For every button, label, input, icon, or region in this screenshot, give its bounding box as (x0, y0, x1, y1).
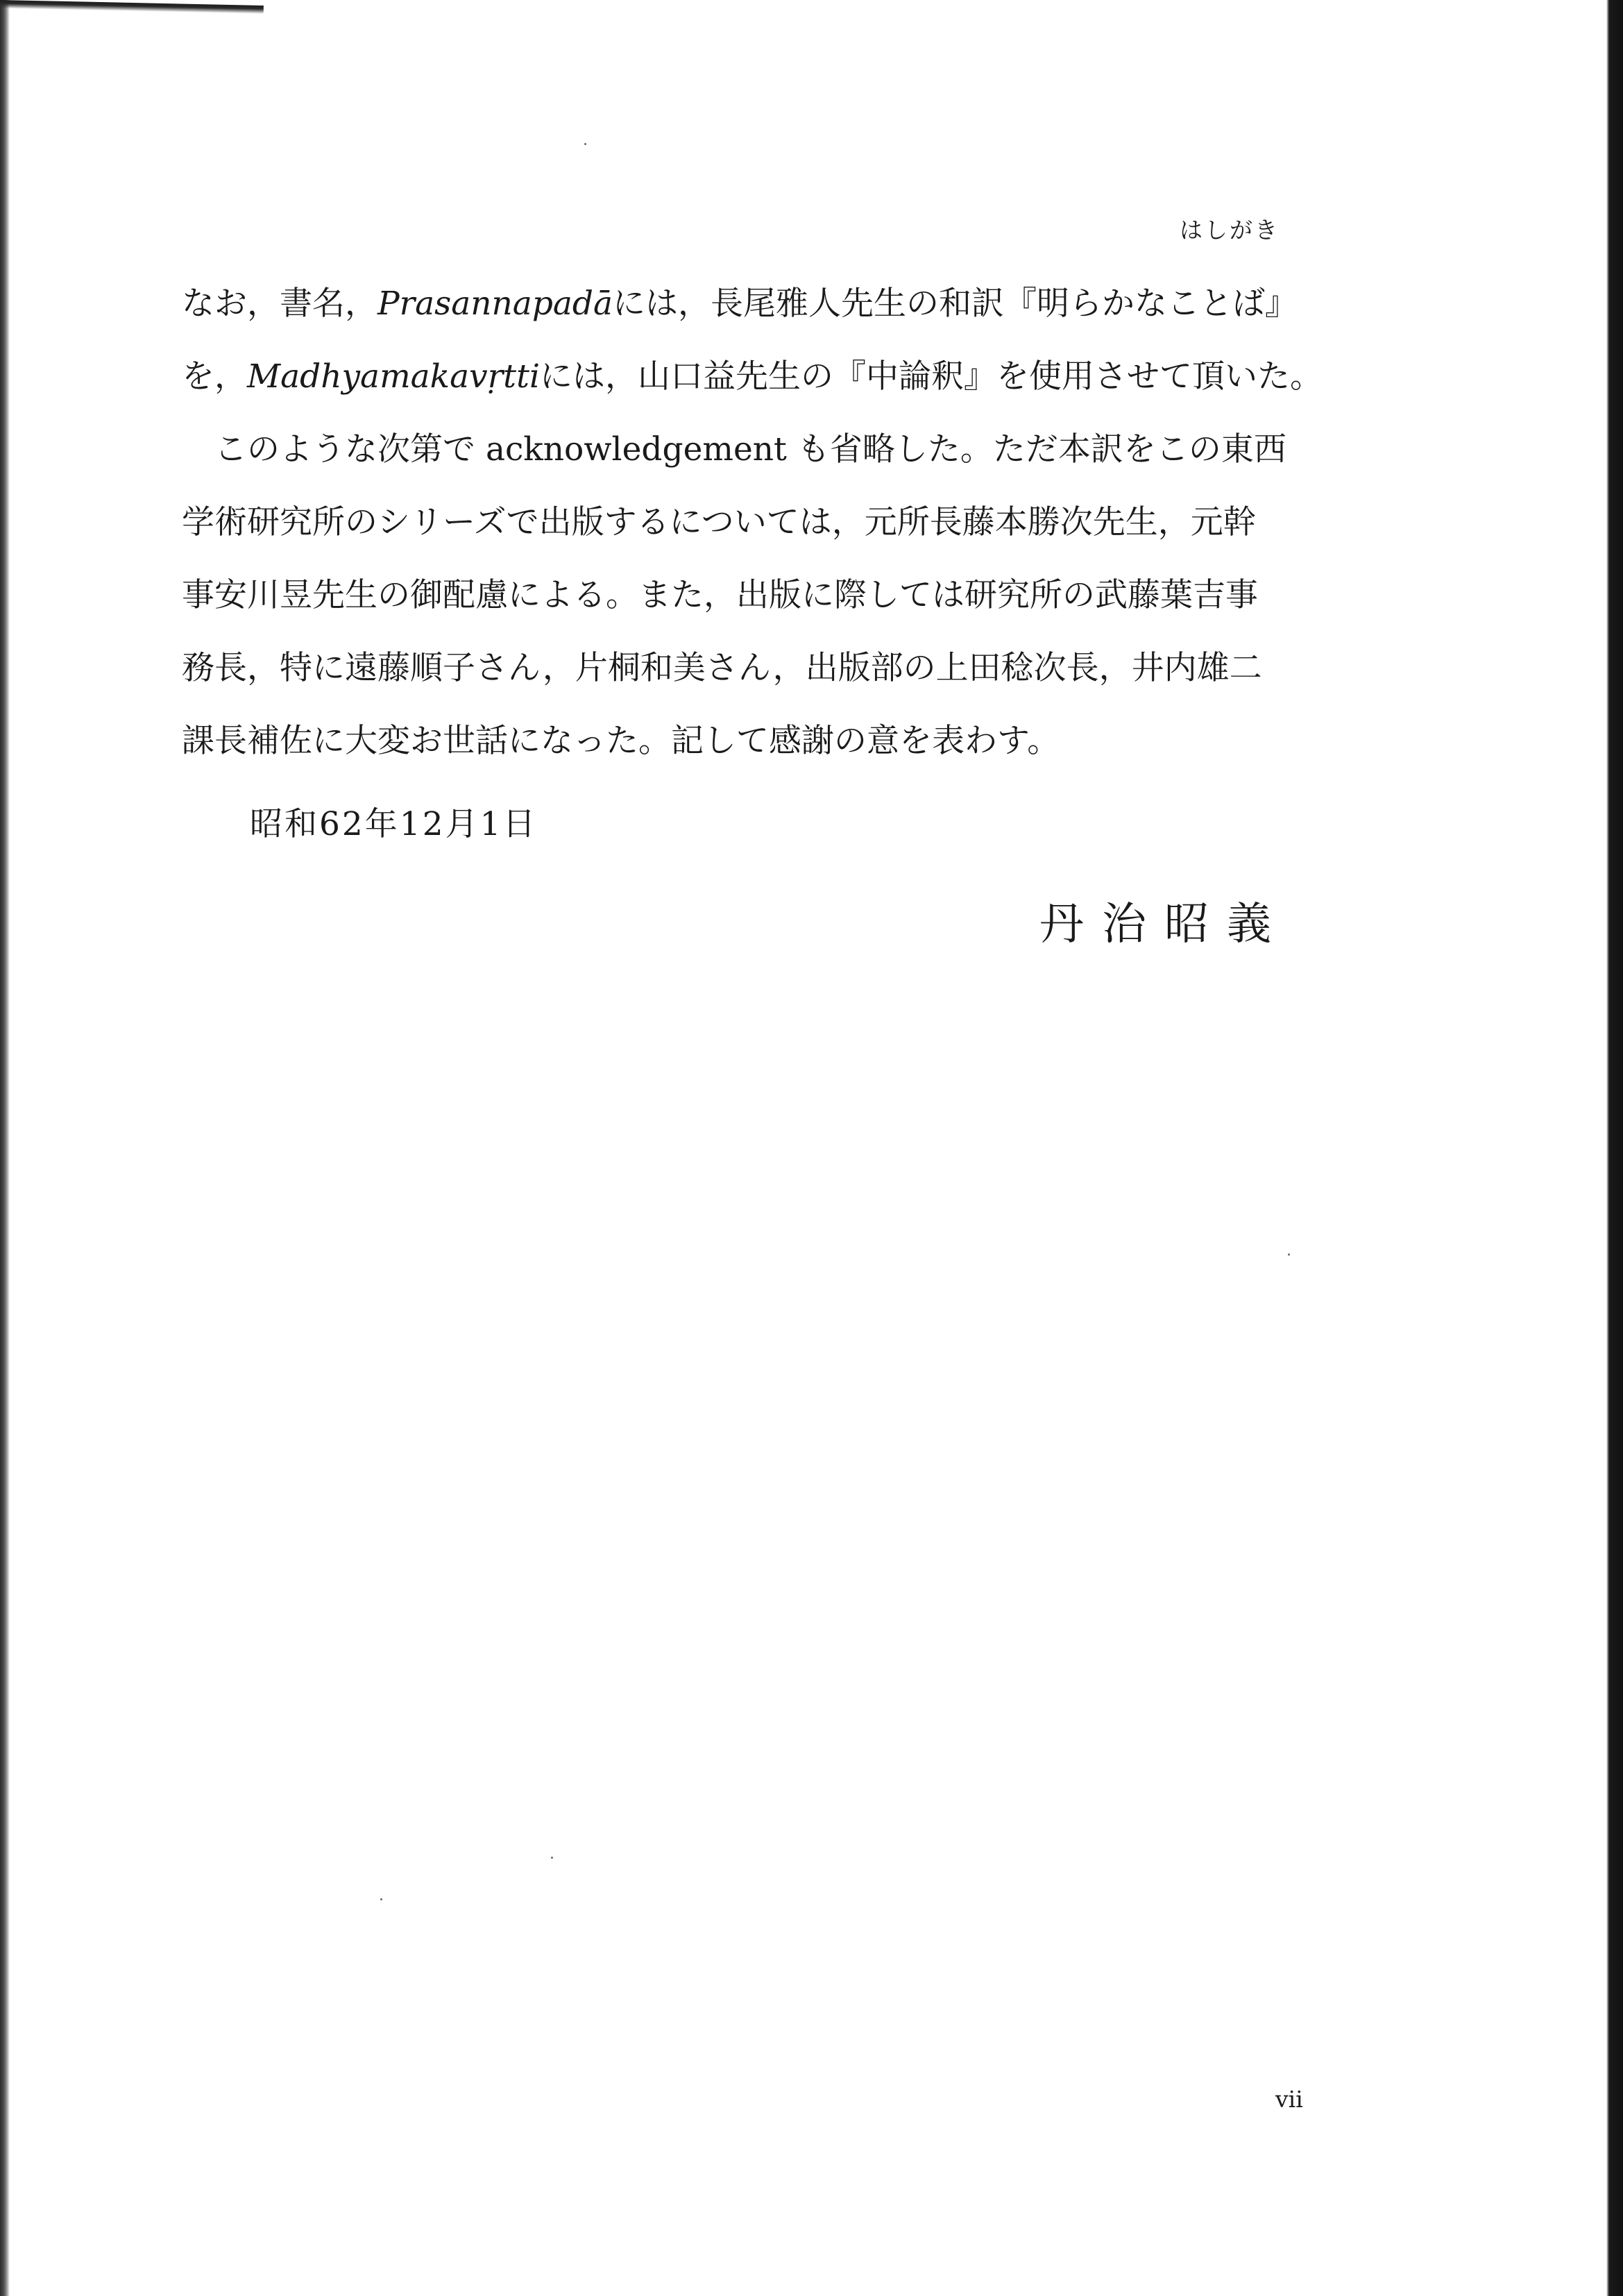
paragraph-2-line: 事安川昱先生の御配慮による。また，出版に際しては研究所の武藤葉吉事 (182, 576, 1258, 614)
text-fragment: を， (182, 357, 247, 396)
text-fragment: には，長尾雅人先生の和訳『明らかなことば』 (613, 285, 1298, 323)
paragraph-1-line-1 (182, 267, 1320, 340)
paragraph-2-line: 学術研究所のシリーズで出版するについては，元所長藤本勝次先生，元幹 (182, 503, 1256, 541)
paragraph-2-line: 課長補佐に大変お世話になった。記して感謝の意を表わす。 (182, 722, 1060, 760)
body-text (182, 267, 1323, 777)
paragraph-2 (182, 413, 1320, 777)
scan-speck (551, 1857, 553, 1859)
paragraph-2-line: このような次第で acknowledgement も省略した。ただ本訳をこの東西 (214, 430, 1286, 469)
running-head: はしがき (1180, 217, 1280, 244)
page-number: vii (1275, 2086, 1303, 2113)
scan-speck (584, 143, 586, 145)
paragraph-2-line: 務長，特に遠藤順子さん，片桐和美さん，出版部の上田稔次長，井内雄二 (182, 649, 1262, 687)
date: 昭和62年12月1日 (250, 805, 538, 843)
paragraph-1-line-2 (182, 340, 1323, 413)
scan-edge-top (0, 0, 264, 14)
text-fragment: なお，書名， (182, 285, 377, 323)
scan-speck (1288, 1253, 1290, 1256)
scan-speck (380, 1898, 382, 1900)
scan-edge-right (1606, 0, 1623, 2296)
sanskrit-title: Prasannapadā (377, 285, 613, 323)
scan-edge-left (0, 0, 10, 2296)
sanskrit-title: Madhyamakavṛtti (247, 357, 540, 396)
paragraph-1 (182, 267, 1323, 413)
text-fragment: には，山口益先生の『中論釈』を使用させて頂いた。 (540, 357, 1323, 396)
author-signature: 丹治昭義 (1039, 899, 1289, 950)
